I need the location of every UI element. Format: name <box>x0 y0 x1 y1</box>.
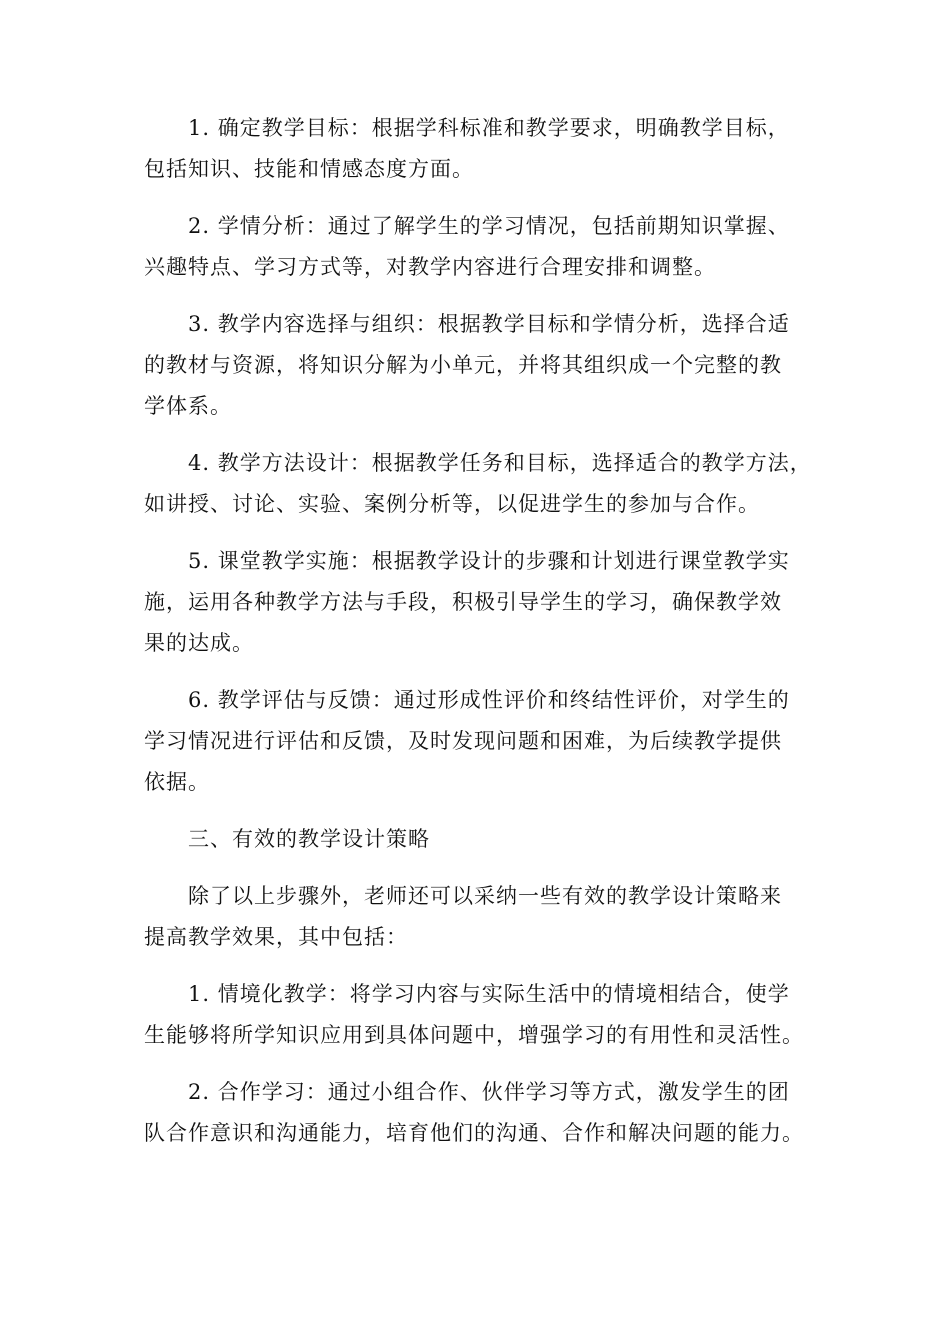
text-line: 5. 课堂教学实施：根据教学设计的步骤和计划进行课堂教学实 <box>188 549 790 573</box>
text-line: 生能够将所学知识应用到具体问题中，增强学习的有用性和灵活性。 <box>144 1023 804 1047</box>
text-line: 依据。 <box>144 770 210 794</box>
paragraph-strategy-2 <box>144 1072 812 1154</box>
text-line: 除了以上步骤外，老师还可以采纳一些有效的教学设计策略来 <box>188 884 782 908</box>
text-line: 如讲授、讨论、实验、案例分析等，以促进学生的参加与合作。 <box>144 492 760 516</box>
section-heading <box>144 819 812 860</box>
paragraph-step-6 <box>144 680 812 803</box>
text-line: 学体系。 <box>144 394 232 418</box>
text-line: 队合作意识和沟通能力，培育他们的沟通、合作和解决问题的能力。 <box>144 1121 804 1145</box>
paragraph-strategy-1 <box>144 974 812 1056</box>
text-line: 学习情况进行评估和反馈，及时发现问题和困难，为后续教学提供 <box>144 729 782 753</box>
paragraph-step-5 <box>144 541 812 664</box>
text-line: 1. 确定教学目标：根据学科标准和教学要求，明确教学目标， <box>188 116 790 140</box>
heading-text: 三、有效的教学设计策略 <box>188 827 430 851</box>
paragraph-step-2 <box>144 206 812 288</box>
paragraph-step-4 <box>144 443 812 525</box>
text-line: 6. 教学评估与反馈：通过形成性评价和终结性评价，对学生的 <box>188 688 790 712</box>
document-body <box>144 108 812 1154</box>
text-line: 兴趣特点、学习方式等，对教学内容进行合理安排和调整。 <box>144 255 716 279</box>
text-line: 4. 教学方法设计：根据教学任务和目标，选择适合的教学方法， <box>188 451 812 475</box>
text-line: 包括知识、技能和情感态度方面。 <box>144 157 474 181</box>
text-line: 3. 教学内容选择与组织：根据教学目标和学情分析，选择合适 <box>188 312 790 336</box>
text-line: 提高教学效果，其中包括： <box>144 925 408 949</box>
text-line: 施，运用各种教学方法与手段，积极引导学生的学习，确保教学效 <box>144 590 782 614</box>
paragraph-intro <box>144 876 812 958</box>
text-line: 的教材与资源，将知识分解为小单元，并将其组织成一个完整的教 <box>144 353 782 377</box>
text-line: 2. 合作学习：通过小组合作、伙伴学习等方式，激发学生的团 <box>188 1080 790 1104</box>
paragraph-step-3 <box>144 304 812 427</box>
text-line: 2. 学情分析：通过了解学生的学习情况，包括前期知识掌握、 <box>188 214 790 238</box>
text-line: 果的达成。 <box>144 631 254 655</box>
paragraph-step-1 <box>144 108 812 190</box>
text-line: 1. 情境化教学：将学习内容与实际生活中的情境相结合，使学 <box>188 982 790 1006</box>
